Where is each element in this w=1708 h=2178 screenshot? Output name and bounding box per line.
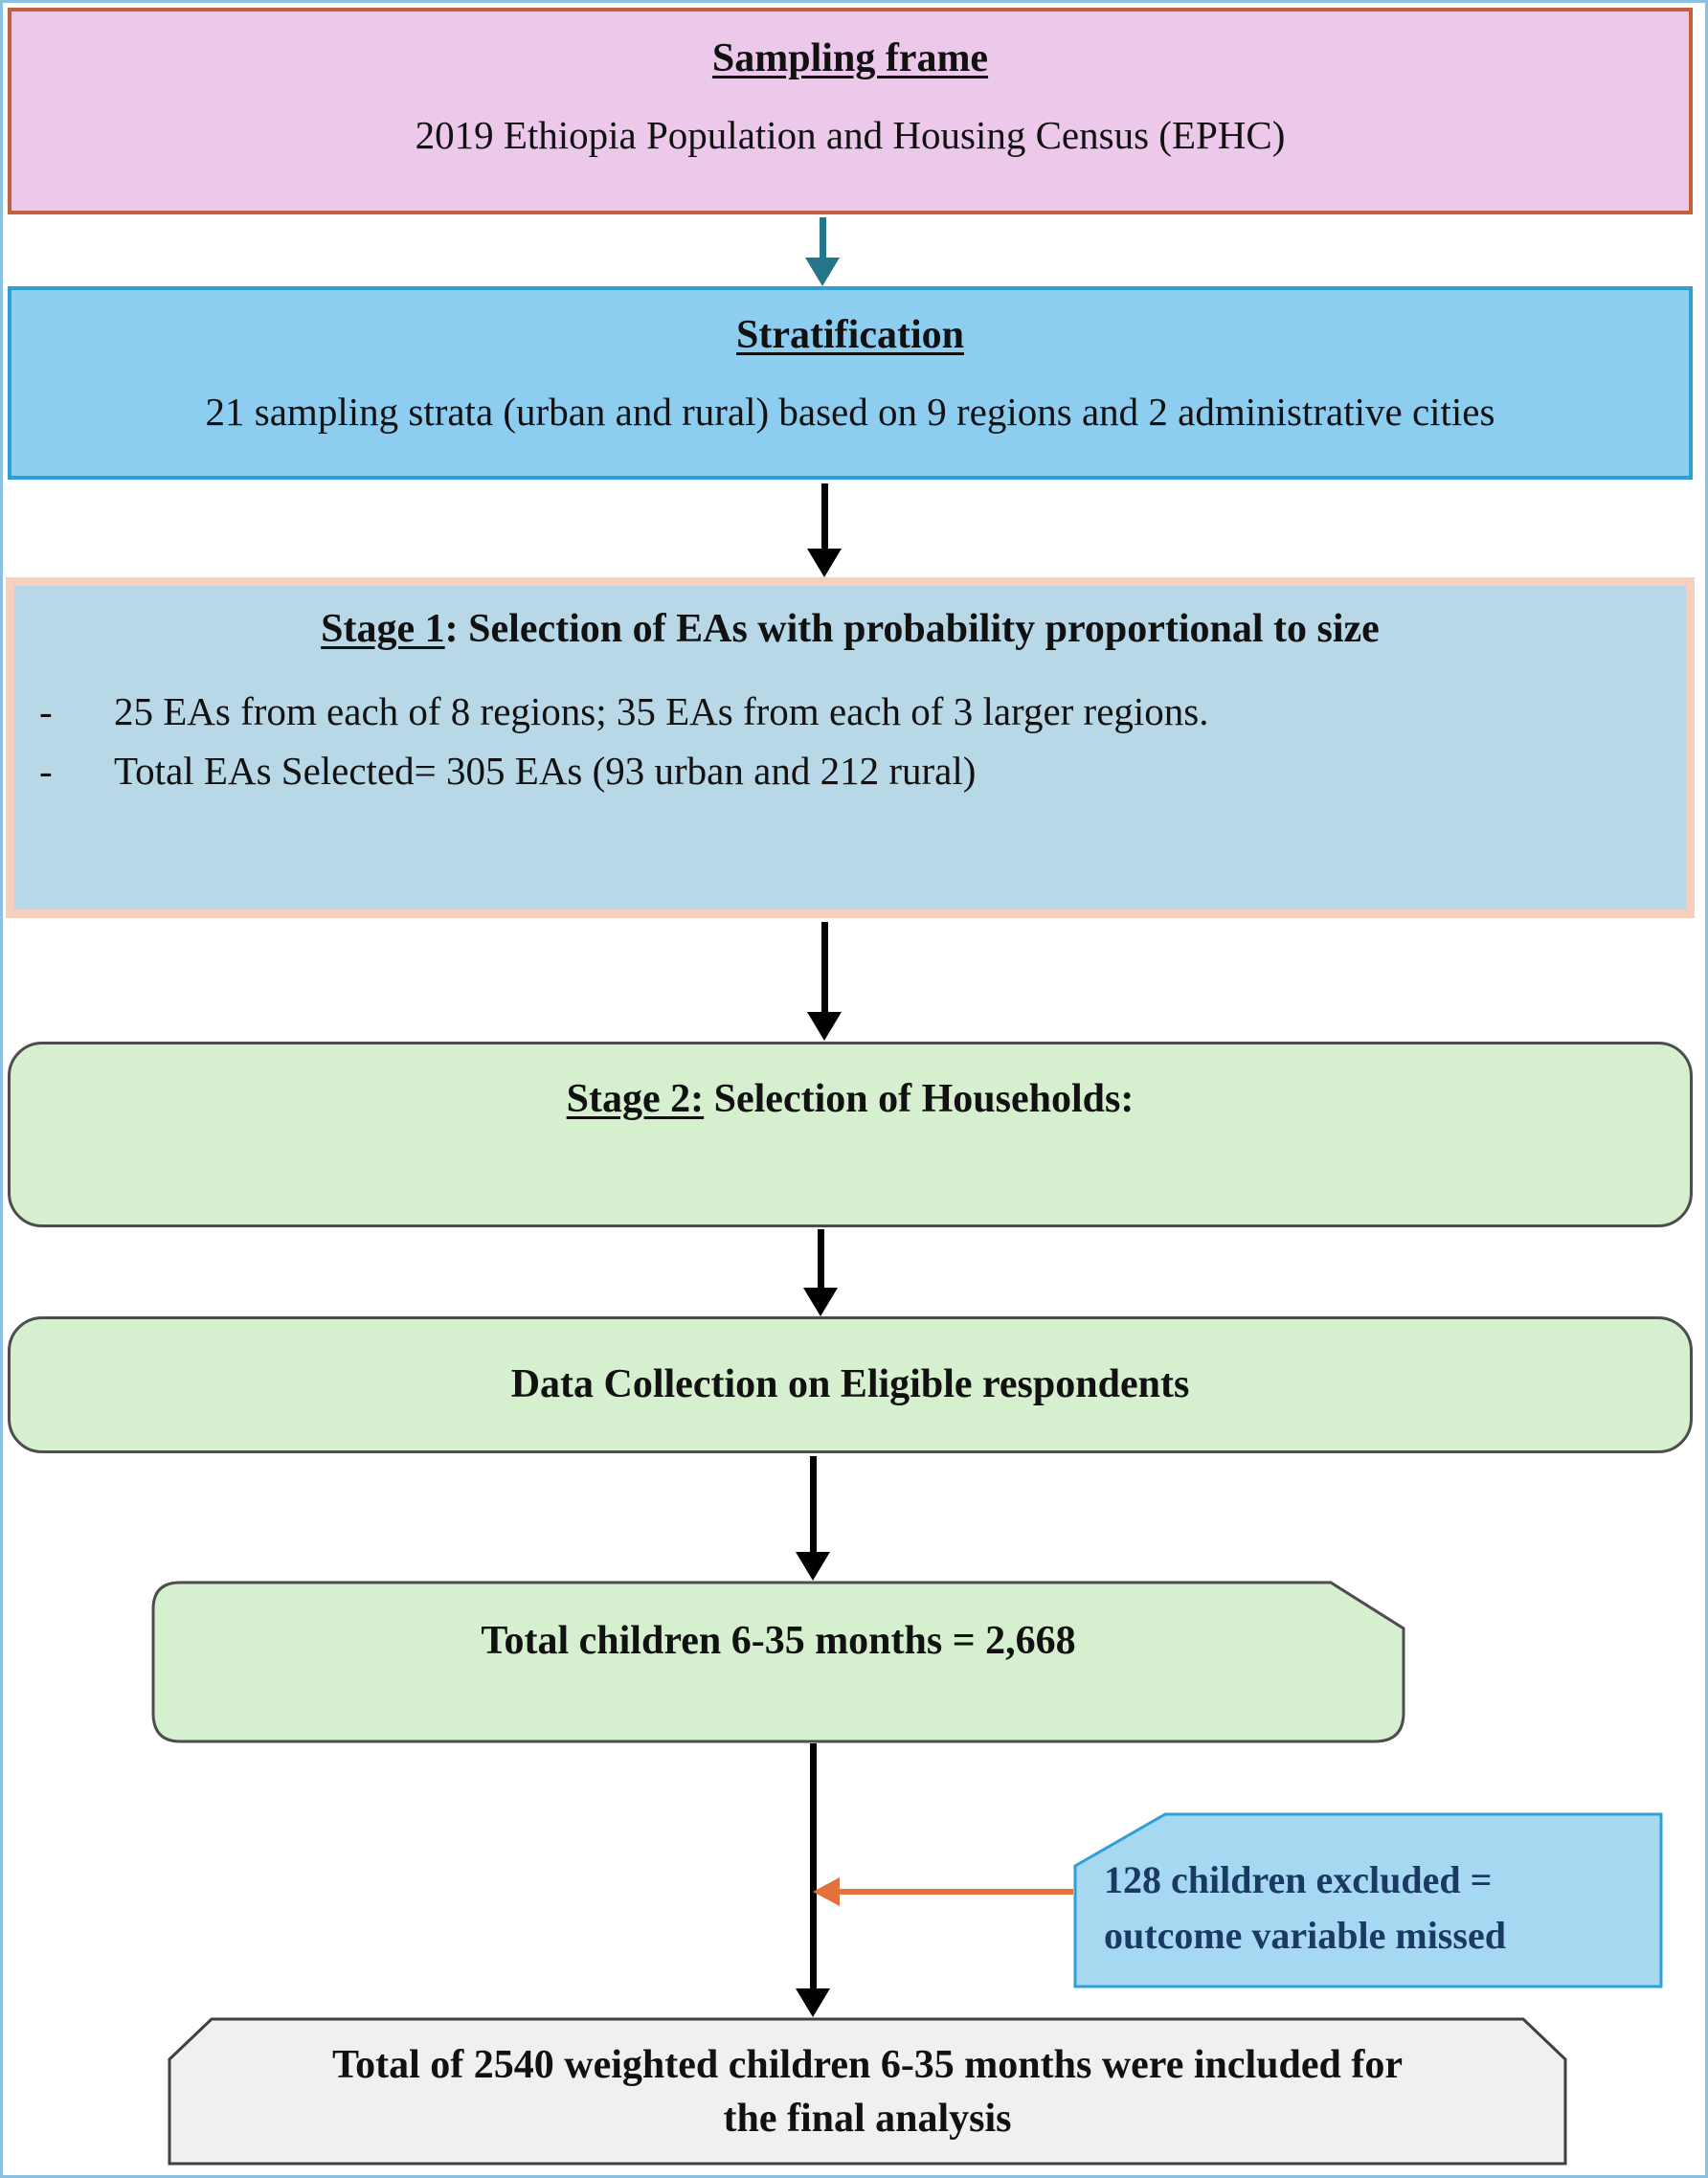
arrow-shaft [821, 922, 828, 1012]
arrow-left-orange-icon [813, 1877, 1073, 1906]
box-children-excluded [1073, 1812, 1663, 1988]
list-item [39, 741, 1686, 800]
arrow-shaft [836, 1889, 1073, 1895]
stage1-title-rest: : Selection of EAs with probability proportional to size [444, 607, 1380, 651]
arrow-down-icon [807, 483, 842, 577]
arrow-shaft [821, 483, 828, 549]
box-stratification [8, 286, 1693, 480]
stage2-title [11, 1075, 1690, 1123]
final-line-2: the final analysis [723, 2096, 1012, 2141]
stage2-title-label: Stage 2: [566, 1077, 705, 1121]
stage1-title [14, 605, 1686, 653]
box-data-collection [8, 1316, 1693, 1453]
data-collection-title: Data Collection on Eligible respondents [510, 1362, 1190, 1407]
stage2-title-rest: Selection of Households: [704, 1077, 1135, 1121]
stage1-list [14, 682, 1686, 800]
box-stage1-ea-selection [6, 577, 1695, 918]
final-text [168, 2017, 1567, 2166]
arrow-shaft [810, 1456, 817, 1552]
arrow-shaft [820, 217, 826, 258]
stage1-item-1: 25 EAs from each of 8 regions; 35 EAs from each of 3 larger regions. [114, 689, 1209, 734]
arrow-head [807, 1012, 842, 1041]
box-final-analysis [168, 2017, 1567, 2166]
arrow-shaft [818, 1229, 824, 1288]
box-stage2-household-selection [8, 1042, 1693, 1227]
final-line-1: Total of 2540 weighted children 6-35 months were included for [331, 2042, 1404, 2087]
excluded-line-1: 128 children excluded = [1104, 1858, 1493, 1901]
stage1-title-label: Stage 1 [321, 607, 445, 651]
sampling-frame-body: 2019 Ethiopia Population and Housing Census (EPHC) [415, 113, 1286, 158]
arrow-head [796, 1988, 830, 2017]
arrow-down-icon [796, 1456, 830, 1581]
arrow-down-teal-icon [805, 217, 840, 286]
stratification-title: Stratification [736, 313, 964, 357]
box-sampling-frame [8, 8, 1693, 214]
arrow-head [805, 258, 840, 286]
arrow-head [796, 1552, 830, 1581]
arrow-down-icon [807, 922, 842, 1041]
stratification-body: 21 sampling strata (urban and rural) based on 9 regions and 2 administrative cities [205, 390, 1495, 435]
sampling-frame-title: Sampling frame [711, 36, 989, 80]
stage1-item-2: Total EAs Selected= 305 EAs (93 urban and 212 rural) [114, 749, 977, 794]
arrow-head [807, 549, 842, 577]
box-total-children [151, 1581, 1405, 1743]
total-children-title: Total children 6-35 months = 2,668 [481, 1619, 1076, 1663]
excluded-text [1104, 1852, 1506, 1964]
excluded-line-2: outcome variable missed [1104, 1914, 1506, 1957]
arrow-down-icon [803, 1229, 838, 1316]
arrow-shaft [810, 1743, 817, 1988]
arrow-head [803, 1288, 838, 1316]
dash-bullet: - [39, 689, 53, 734]
dash-bullet: - [39, 749, 53, 794]
list-item [39, 682, 1686, 741]
